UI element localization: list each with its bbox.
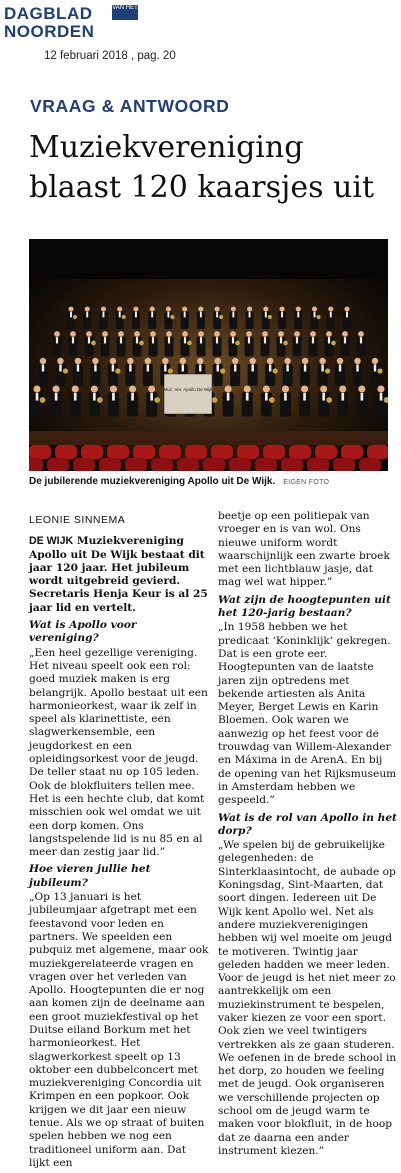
bass-drum-banner <box>164 374 212 414</box>
seat <box>333 458 355 471</box>
seat <box>133 445 155 459</box>
seat <box>237 445 259 459</box>
ceiling <box>29 239 388 279</box>
answer-2-continued: beetje op een politiepak van vroeger en is van wol. Ons nieuwe uniform wordt waarschijnlijk een zwarte broek met een lichtblauw jasje, dat mag wel wat hipper.” <box>218 510 390 589</box>
caption-text: De jubilerende muziekvereniging Apollo uit De Wijk. <box>29 476 276 487</box>
seat <box>73 458 95 471</box>
seat <box>229 458 251 471</box>
seat <box>203 458 225 471</box>
stage-floor <box>29 431 388 445</box>
question-2: Hoe vieren jullie het jubileum? <box>29 863 151 889</box>
seat <box>289 445 311 459</box>
seat <box>185 445 207 459</box>
seat <box>125 458 147 471</box>
article-lead <box>29 535 209 615</box>
photo-caption <box>29 476 388 487</box>
answer-1: „Een heel gezellige vereniging. Het niveau speelt ook een rol: goed muziek maken is erg belangrijk. Apollo bestaat uit een harmonieorkest, waar ik zelf in speel als klarinettiste, een slagwerkensemble, een jeugdorkest en een opleidingsorkest voor de jeugd. De teller staat nu op 105 leden. Ook de blokfluiters tellen mee. Het is een hechte club, dat komt misschien ook wel omdat we uit een dorp komen. Ons langstspelende lid is nu 85 en al meer dan zestig jaar lid.” <box>29 646 208 859</box>
question-4: Wat is de rol van Apollo in het dorp? <box>218 811 397 837</box>
article-column-left <box>29 510 209 1173</box>
answer-2: „Op 13 januari is het jubileumjaar afgetrapt met een feestavond voor leden en partners. We speelden een pubquiz met algemene, maar ook muziekgerelateerde vragen en vragen over het verleden van Apollo. Hoogtepunten die er nog aan komen zijn de deelname aan een groot muziekfestival op het Duitse eiland Borkum met het harmonieorkest. Het slagwerkorkest speelt op 13 oktober een dubbelconcert met muziekvereniging Concordia uit Krimpen en een popkoor. Ook krijgen we dit jaar een nieuw tenue. Als we op straat of buiten spelen hebben we nog een traditioneel uniform aan. Dat lijkt een <box>29 891 209 1169</box>
seat <box>55 445 77 459</box>
banner-text: Muz. Ver. Apollo De Wijk <box>163 387 213 392</box>
seat <box>29 445 51 459</box>
lead-text: Muziekvereniging Apollo uit De Wijk bestaat dit jaar 120 jaar. Het jubileum wordt uitgebreid gevierd. Secretaris Henja Keur is al 25 jaar lid en vertelt. <box>29 535 208 614</box>
seat <box>47 458 69 471</box>
dateline: 12 februari 2018 , pag. 20 <box>44 50 176 62</box>
seat <box>307 458 329 471</box>
seat <box>341 445 363 459</box>
lead-place: DE WIJK <box>29 535 74 548</box>
byline: LEONIE SINNEMA <box>29 514 126 526</box>
band-photo-illustration <box>29 239 388 471</box>
question-3: Wat zijn de hoogtepunten uit het 120-jarig bestaan? <box>218 593 391 620</box>
seat <box>367 445 388 459</box>
seat <box>151 458 173 471</box>
seat <box>159 445 181 459</box>
seat <box>263 445 285 459</box>
section-kicker: VRAAG & ANTWOORD <box>30 96 230 116</box>
logo-line-2: NOORDEN <box>4 22 95 41</box>
seat <box>315 445 337 459</box>
logo-line-1: DAGBLAD <box>4 4 93 23</box>
seat <box>281 458 303 471</box>
band-photo <box>29 239 388 471</box>
question-1: Wat is Apollo voor vereniging? <box>29 619 137 645</box>
seat <box>211 445 233 459</box>
photo-credit: EIGEN FOTO <box>283 479 330 486</box>
answer-3: „In 1958 hebben we het predicaat ‘Koninklijk’ gekregen. Dat is een grote eer. Hoogtepunten van de laatste jaren zijn optredens met bekende artiesten als Anita Meyer, Berget Lewis en Karin Bloemen. Ook waren we aanwezig op het feest voor de trouwdag van Willem-Alexander en Máxima in de ArenA. En bij de opening van het Rijksmuseum in Amsterdam hebben we gespeeld.” <box>218 621 397 807</box>
seat <box>255 458 277 471</box>
newspaper-logo <box>4 3 144 39</box>
seat <box>29 458 43 471</box>
seat <box>81 445 103 459</box>
logo-tag: VAN HET <box>112 5 138 20</box>
seat <box>99 458 121 471</box>
seat <box>107 445 129 459</box>
answer-4: „We spelen bij de gebruikelijke gelegenheden: de Sinterklaasintocht, de aubade op Koningsdag, Sint-Maarten, dat soort dingen. Iedereen uit De Wijk kent Apollo wel. Net als andere muziekverenigingen hebben wij wel moeite om jeugd te motiveren. Twintig jaar geleden hadden we meer leden. Voor de jeugd is het niet meer zo aantrekkelijk om een muziekinstrument te bespelen, vaker kiezen ze voor een sport. Ook zien we veel twintigers vertrekken als ze gaan studeren. We oefenen in de brede school in het dorp, zo houden we feeling met de jeugd. Ook organiseren we verschillende projecten op school om de jeugd warm te maken voor blokfluit, in de hoop dat ze daarna een ander instrument kiezen.” <box>218 839 397 1157</box>
headline: Muziekvereniging blaast 120 kaarsjes uit <box>29 130 374 205</box>
article-column-right <box>218 510 398 1161</box>
seat <box>177 458 199 471</box>
seat <box>359 458 381 471</box>
